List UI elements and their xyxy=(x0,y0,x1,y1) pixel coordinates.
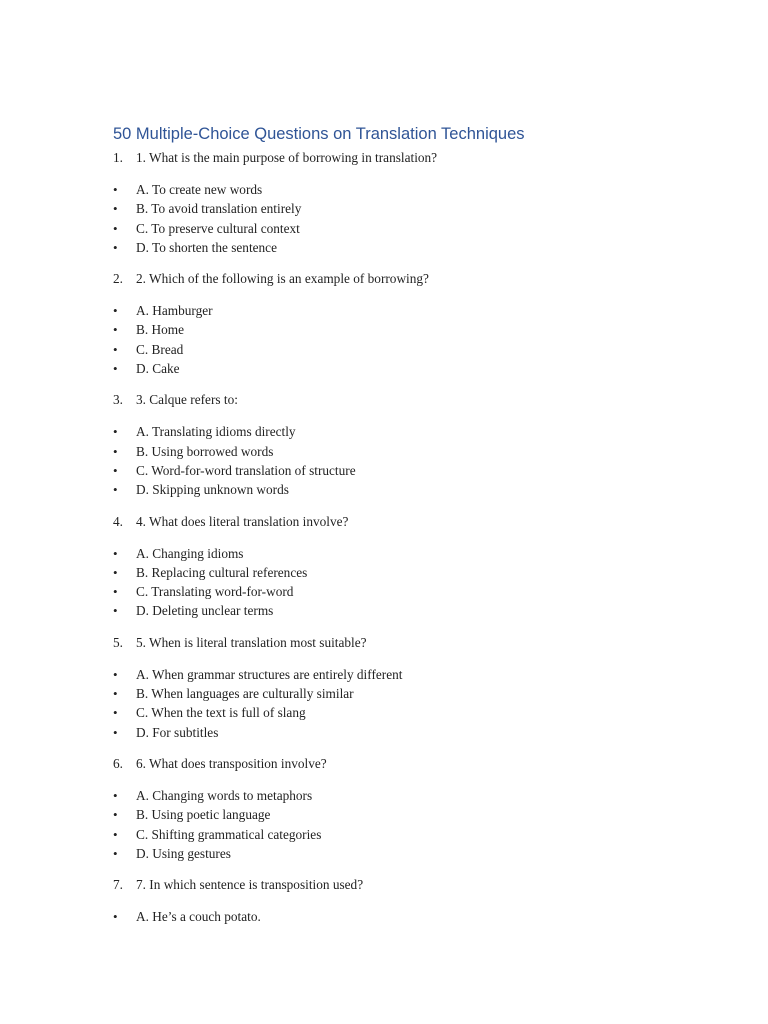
option-item xyxy=(0,340,768,359)
option-item xyxy=(0,180,768,199)
option-text: B. Using poetic language xyxy=(136,807,271,823)
bullet-icon: • xyxy=(113,182,118,197)
option-text: B. When languages are culturally similar xyxy=(136,686,354,702)
option-item xyxy=(0,665,768,684)
option-text: B. To avoid translation entirely xyxy=(136,201,302,217)
question-1 xyxy=(0,148,768,257)
bullet-icon: • xyxy=(113,584,118,600)
bullet-icon: • xyxy=(113,462,118,478)
question-number: 3. xyxy=(113,392,123,408)
question-6 xyxy=(0,754,768,863)
question-text: 4. What does literal translation involve? xyxy=(136,513,349,529)
bullet-icon: • xyxy=(113,545,118,561)
option-text: A. Changing idioms xyxy=(136,545,244,561)
option-text: D. Deleting unclear terms xyxy=(136,603,274,619)
option-text: A. Translating idioms directly xyxy=(136,424,296,440)
option-item xyxy=(0,359,768,378)
question-line xyxy=(0,512,768,532)
bullet-icon: • xyxy=(113,724,118,740)
option-item xyxy=(0,422,768,441)
option-item xyxy=(0,601,768,620)
question-2 xyxy=(0,269,768,378)
option-list xyxy=(0,180,768,257)
option-list xyxy=(0,422,768,499)
question-4 xyxy=(0,512,768,621)
bullet-icon: • xyxy=(113,909,118,925)
bullet-icon: • xyxy=(113,303,118,319)
option-text: B. Replacing cultural references xyxy=(136,564,308,580)
option-item xyxy=(0,786,768,805)
question-text: 1. What is the main purpose of borrowing in translation? xyxy=(136,150,438,165)
option-text: D. For subtitles xyxy=(136,724,219,740)
option-item xyxy=(0,703,768,722)
question-text: 5. When is literal translation most suitable? xyxy=(136,634,367,650)
question-number: 4. xyxy=(113,513,123,529)
bullet-icon: • xyxy=(113,201,118,217)
question-line xyxy=(0,269,768,289)
bullet-icon: • xyxy=(113,686,118,702)
option-list xyxy=(0,544,768,621)
option-item xyxy=(0,199,768,218)
option-item xyxy=(0,219,768,238)
question-number: 7. xyxy=(113,877,123,893)
option-text: C. Translating word-for-word xyxy=(136,584,294,600)
option-item xyxy=(0,582,768,601)
question-line xyxy=(0,390,768,410)
option-item xyxy=(0,723,768,742)
option-item xyxy=(0,238,768,257)
question-line xyxy=(0,148,768,168)
bullet-icon: • xyxy=(113,220,118,236)
bullet-icon: • xyxy=(113,322,118,338)
question-5 xyxy=(0,633,768,742)
option-text: A. Hamburger xyxy=(136,303,213,319)
bullet-icon: • xyxy=(113,807,118,823)
bullet-icon: • xyxy=(113,787,118,803)
question-number: 2. xyxy=(113,271,123,287)
bullet-icon: • xyxy=(113,361,118,377)
question-number: 1. xyxy=(113,150,123,165)
option-item xyxy=(0,461,768,480)
option-item xyxy=(0,480,768,499)
bullet-icon: • xyxy=(113,845,118,861)
option-list xyxy=(0,665,768,742)
option-item xyxy=(0,844,768,863)
option-text: D. Using gestures xyxy=(136,845,231,861)
bullet-icon: • xyxy=(113,239,118,255)
option-text: A. He’s a couch potato. xyxy=(136,909,261,925)
bullet-icon: • xyxy=(113,603,118,619)
question-number: 5. xyxy=(113,634,123,650)
question-text: 3. Calque refers to: xyxy=(136,392,238,408)
option-item xyxy=(0,301,768,320)
option-item xyxy=(0,544,768,563)
bullet-icon: • xyxy=(113,341,118,357)
option-list xyxy=(0,907,768,926)
option-list xyxy=(0,786,768,863)
page-title: 50 Multiple-Choice Questions on Translation Techniques xyxy=(113,125,525,143)
option-item xyxy=(0,320,768,339)
bullet-icon: • xyxy=(113,666,118,682)
question-line xyxy=(0,754,768,774)
bullet-icon: • xyxy=(113,705,118,721)
option-item xyxy=(0,442,768,461)
option-text: A. Changing words to metaphors xyxy=(136,787,313,803)
bullet-icon: • xyxy=(113,564,118,580)
option-item xyxy=(0,805,768,824)
option-text: D. To shorten the sentence xyxy=(136,239,277,255)
option-text: C. To preserve cultural context xyxy=(136,220,300,236)
option-text: A. When grammar structures are entirely different xyxy=(136,666,403,682)
option-text: C. Word-for-word translation of structure xyxy=(136,462,356,478)
question-list xyxy=(0,148,768,926)
option-item xyxy=(0,825,768,844)
question-3 xyxy=(0,390,768,499)
bullet-icon: • xyxy=(113,482,118,498)
question-7 xyxy=(0,875,768,926)
option-text: D. Cake xyxy=(136,361,180,377)
bullet-icon: • xyxy=(113,826,118,842)
option-text: C. Shifting grammatical categories xyxy=(136,826,322,842)
question-number: 6. xyxy=(113,755,123,771)
option-text: C. When the text is full of slang xyxy=(136,705,306,721)
question-line xyxy=(0,875,768,895)
option-item xyxy=(0,684,768,703)
option-list xyxy=(0,301,768,378)
bullet-icon: • xyxy=(113,424,118,440)
question-line xyxy=(0,633,768,653)
option-text: C. Bread xyxy=(136,341,184,357)
question-text: 6. What does transposition involve? xyxy=(136,755,327,771)
option-text: B. Home xyxy=(136,322,185,338)
option-text: B. Using borrowed words xyxy=(136,443,274,459)
bullet-icon: • xyxy=(113,443,118,459)
question-text: 7. In which sentence is transposition used? xyxy=(136,877,364,893)
option-text: A. To create new words xyxy=(136,182,263,197)
option-item xyxy=(0,907,768,926)
question-text: 2. Which of the following is an example of borrowing? xyxy=(136,271,429,287)
option-item xyxy=(0,563,768,582)
option-text: D. Skipping unknown words xyxy=(136,482,289,498)
